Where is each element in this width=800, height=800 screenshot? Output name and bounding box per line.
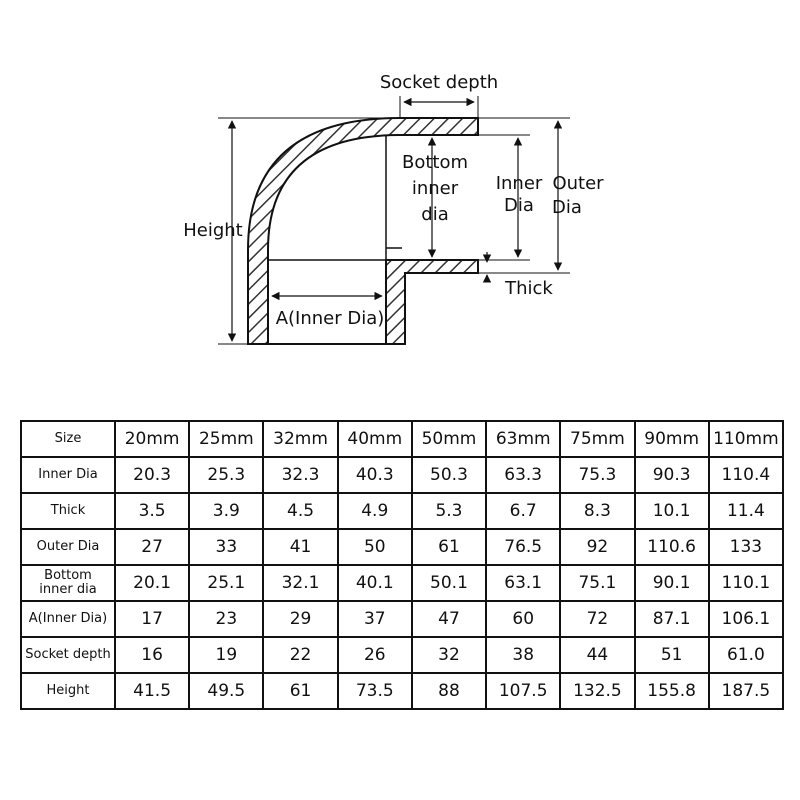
value-cell: 20.1 (115, 565, 189, 601)
value-cell: 72 (560, 601, 634, 637)
row-label (21, 565, 115, 601)
row-label-line: inner dia (39, 582, 97, 597)
value-cell: 25.1 (189, 565, 263, 601)
row-label (21, 457, 115, 493)
value-cell: 47 (412, 601, 486, 637)
value-cell: 61 (412, 529, 486, 565)
value-cell: 187.5 (709, 673, 783, 709)
value-cell: 76.5 (486, 529, 560, 565)
value-cell: 50 (338, 529, 412, 565)
header-size-label: Size (21, 421, 115, 457)
value-cell: 16 (115, 637, 189, 673)
size-spec-table (20, 420, 784, 710)
value-cell: 50.3 (412, 457, 486, 493)
value-cell: 133 (709, 529, 783, 565)
value-cell: 4.5 (263, 493, 337, 529)
socket-shoulder (386, 260, 478, 344)
value-cell: 22 (263, 637, 337, 673)
value-cell: 155.8 (635, 673, 709, 709)
value-cell: 26 (338, 637, 412, 673)
value-cell: 4.9 (338, 493, 412, 529)
value-cell: 75.3 (560, 457, 634, 493)
header-size-cell: 50mm (412, 421, 486, 457)
value-cell: 27 (115, 529, 189, 565)
value-cell: 10.1 (635, 493, 709, 529)
label-outer-dia-2: Dia (552, 197, 582, 218)
value-cell: 8.3 (560, 493, 634, 529)
value-cell: 25.3 (189, 457, 263, 493)
table-row (21, 529, 783, 565)
value-cell: 49.5 (189, 673, 263, 709)
header-size-cell: 90mm (635, 421, 709, 457)
value-cell: 41 (263, 529, 337, 565)
value-cell: 92 (560, 529, 634, 565)
header-size-cell: 63mm (486, 421, 560, 457)
row-label-line: Socket depth (25, 647, 111, 662)
table-row (21, 673, 783, 709)
value-cell: 61.0 (709, 637, 783, 673)
row-label-line: Inner Dia (38, 467, 98, 482)
header-size-cell: 20mm (115, 421, 189, 457)
table-row (21, 637, 783, 673)
label-inner-dia-2: Dia (504, 195, 534, 216)
value-cell: 6.7 (486, 493, 560, 529)
label-thick: Thick (505, 278, 553, 299)
label-bottom-inner-dia-3: dia (421, 204, 449, 225)
header-size-cell: 40mm (338, 421, 412, 457)
value-cell: 90.1 (635, 565, 709, 601)
value-cell: 90.3 (635, 457, 709, 493)
label-bottom-inner-dia-2: inner (411, 178, 459, 199)
value-cell: 40.3 (338, 457, 412, 493)
value-cell: 107.5 (486, 673, 560, 709)
value-cell: 110.6 (635, 529, 709, 565)
value-cell: 63.3 (486, 457, 560, 493)
table-row (21, 601, 783, 637)
label-a-inner-dia: A(Inner Dia) (275, 308, 385, 329)
row-label-line: Height (46, 683, 90, 698)
value-cell: 87.1 (635, 601, 709, 637)
value-cell: 29 (263, 601, 337, 637)
label-outer-dia-1: Outer (552, 173, 604, 194)
label-inner-dia-1: Inner (495, 173, 543, 194)
value-cell: 110.4 (709, 457, 783, 493)
value-cell: 3.9 (189, 493, 263, 529)
row-label-line: Bottom (44, 568, 92, 583)
value-cell: 5.3 (412, 493, 486, 529)
label-bottom-inner-dia-1: Bottom (401, 152, 469, 173)
value-cell: 20.3 (115, 457, 189, 493)
value-cell: 38 (486, 637, 560, 673)
value-cell: 32.3 (263, 457, 337, 493)
header-size-cell: 32mm (263, 421, 337, 457)
value-cell: 61 (263, 673, 337, 709)
table-header-row (21, 421, 783, 457)
label-socket-depth: Socket depth (379, 72, 499, 93)
label-height: Height (183, 220, 243, 241)
row-label (21, 529, 115, 565)
value-cell: 41.5 (115, 673, 189, 709)
row-label-line: Thick (50, 503, 86, 518)
value-cell: 88 (412, 673, 486, 709)
value-cell: 44 (560, 637, 634, 673)
value-cell: 33 (189, 529, 263, 565)
value-cell: 63.1 (486, 565, 560, 601)
row-label (21, 493, 115, 529)
value-cell: 3.5 (115, 493, 189, 529)
value-cell: 106.1 (709, 601, 783, 637)
value-cell: 23 (189, 601, 263, 637)
value-cell: 37 (338, 601, 412, 637)
value-cell: 73.5 (338, 673, 412, 709)
value-cell: 51 (635, 637, 709, 673)
header-size-cell: 110mm (709, 421, 783, 457)
value-cell: 32.1 (263, 565, 337, 601)
value-cell: 50.1 (412, 565, 486, 601)
table-row (21, 457, 783, 493)
header-size-cell: 25mm (189, 421, 263, 457)
row-label (21, 673, 115, 709)
value-cell: 132.5 (560, 673, 634, 709)
value-cell: 11.4 (709, 493, 783, 529)
row-label (21, 601, 115, 637)
table-row (21, 493, 783, 529)
table-row (21, 565, 783, 601)
row-label (21, 637, 115, 673)
value-cell: 19 (189, 637, 263, 673)
value-cell: 40.1 (338, 565, 412, 601)
value-cell: 17 (115, 601, 189, 637)
value-cell: 32 (412, 637, 486, 673)
row-label-line: A(Inner Dia) (28, 611, 108, 626)
value-cell: 110.1 (709, 565, 783, 601)
header-size-cell: 75mm (560, 421, 634, 457)
row-label-line: Outer Dia (36, 539, 100, 554)
value-cell: 75.1 (560, 565, 634, 601)
value-cell: 60 (486, 601, 560, 637)
